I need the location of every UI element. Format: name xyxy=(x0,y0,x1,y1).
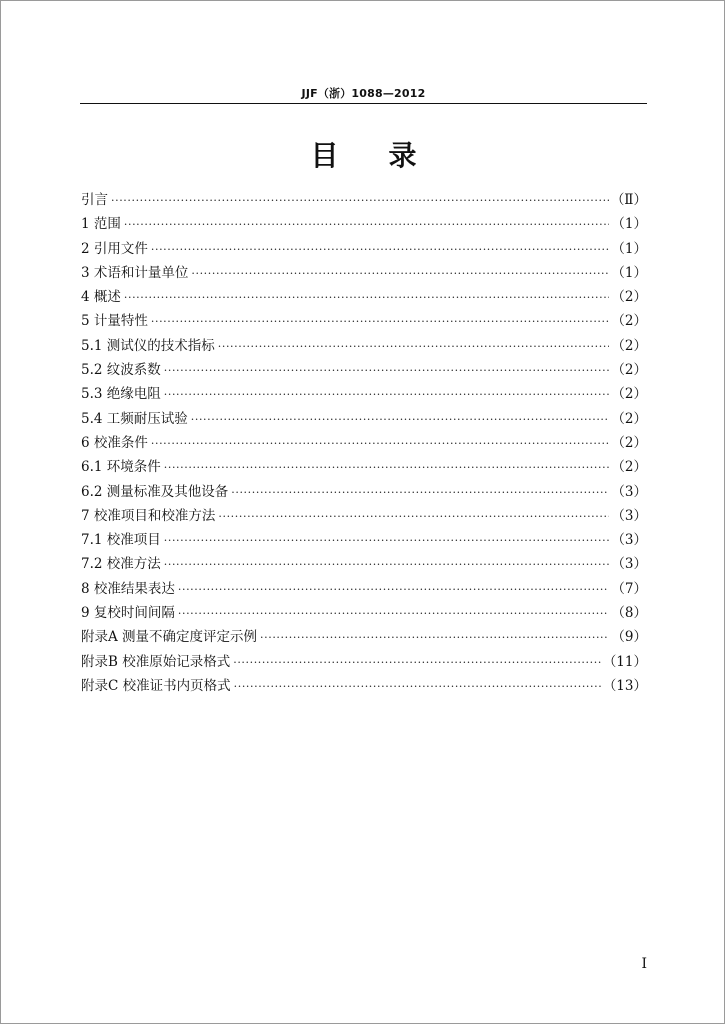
toc-entry-page: （7） xyxy=(611,580,647,597)
toc-entry[interactable] xyxy=(81,261,647,285)
toc-entry[interactable] xyxy=(81,431,647,455)
toc-leader-dots xyxy=(233,651,601,675)
toc-leader-dots xyxy=(178,602,610,626)
toc-entry-label: 5 计量特性 xyxy=(81,313,148,330)
toc-entry-label: 6 校准条件 xyxy=(81,434,148,451)
toc-entry-page: （3） xyxy=(611,556,647,573)
toc-entry-label: 9 复校时间间隔 xyxy=(81,605,175,622)
toc-entry[interactable] xyxy=(81,504,647,528)
toc-entry[interactable] xyxy=(81,382,647,406)
toc-entry-page: （Ⅱ） xyxy=(610,192,647,208)
toc-entry[interactable] xyxy=(81,528,647,552)
toc-entry[interactable] xyxy=(81,237,647,261)
toc-entry-label: 7.1 校准项目 xyxy=(81,532,161,549)
toc-leader-dots xyxy=(124,286,610,310)
toc-entry-label: 7 校准项目和校准方法 xyxy=(81,507,216,524)
toc-entry-page: （9） xyxy=(611,629,647,646)
toc-entry-label: 1 范围 xyxy=(81,216,121,233)
header-rule xyxy=(80,103,647,104)
toc-entry-label: 5.1 测试仪的技术指标 xyxy=(81,337,215,354)
toc-entry-page: （1） xyxy=(611,264,647,281)
toc-entry-label: 5.3 绝缘电阻 xyxy=(81,386,161,403)
toc-entry[interactable] xyxy=(81,358,647,382)
toc-entry-page: （13） xyxy=(602,677,647,694)
toc-entry-label: 附录A 测量不确定度评定示例 xyxy=(81,629,258,646)
toc-leader-dots xyxy=(218,335,610,359)
toc-entry[interactable] xyxy=(81,552,647,576)
toc-entry[interactable] xyxy=(81,674,647,698)
toc-entry-label: 5.4 工频耐压试验 xyxy=(81,410,188,427)
toc-entry-page: （11） xyxy=(602,653,647,670)
page-header: JJF（浙）1088—2012 xyxy=(301,87,426,100)
toc-leader-dots xyxy=(151,238,610,262)
toc-leader-dots xyxy=(164,529,610,553)
toc-leader-dots xyxy=(178,578,610,602)
toc-entry-label: 4 概述 xyxy=(81,289,121,306)
toc-entry[interactable] xyxy=(81,334,647,358)
toc-leader-dots xyxy=(231,481,609,505)
toc-entry[interactable] xyxy=(81,455,647,479)
page-title: 目录 xyxy=(310,139,467,172)
toc-entry[interactable] xyxy=(81,212,647,236)
toc-entry-page: （1） xyxy=(611,240,647,257)
toc-entry-page: （2） xyxy=(611,434,647,451)
toc-entry-page: （2） xyxy=(611,313,647,330)
toc-entry-page: （3） xyxy=(611,507,647,524)
toc-entry-page: （2） xyxy=(611,410,647,427)
toc-entry[interactable] xyxy=(81,188,647,212)
toc-entry[interactable] xyxy=(81,480,647,504)
toc-entry[interactable] xyxy=(81,577,647,601)
toc-entry-label: 5.2 纹波系数 xyxy=(81,362,161,379)
toc-entry-label: 附录B 校准原始记录格式 xyxy=(81,653,231,670)
toc-entry-page: （8） xyxy=(611,605,647,622)
toc-leader-dots xyxy=(191,262,609,286)
page-number: I xyxy=(641,956,647,972)
toc-leader-dots xyxy=(164,553,610,577)
toc-entry-label: 6.2 测量标准及其他设备 xyxy=(81,483,229,500)
toc-entry-label: 7.2 校准方法 xyxy=(81,556,161,573)
toc-entry[interactable] xyxy=(81,601,647,625)
toc-leader-dots xyxy=(111,189,609,213)
toc-entry-page: （2） xyxy=(611,289,647,306)
toc-leader-dots xyxy=(151,432,610,456)
toc-leader-dots xyxy=(164,456,610,480)
toc-entry[interactable] xyxy=(81,625,647,649)
toc-entry-label: 6.1 环境条件 xyxy=(81,459,161,476)
toc-leader-dots xyxy=(218,505,609,529)
toc-leader-dots xyxy=(164,359,610,383)
toc-entry-label: 2 引用文件 xyxy=(81,240,148,257)
toc-entry-page: （3） xyxy=(611,483,647,500)
toc-leader-dots xyxy=(124,213,610,237)
toc-leader-dots xyxy=(191,408,610,432)
toc-entry-page: （2） xyxy=(611,362,647,379)
toc-entry[interactable] xyxy=(81,285,647,309)
toc-entry-label: 3 术语和计量单位 xyxy=(81,264,189,281)
toc-entry[interactable] xyxy=(81,309,647,333)
toc-entry-page: （2） xyxy=(611,386,647,403)
toc-entry[interactable] xyxy=(81,650,647,674)
toc-leader-dots xyxy=(260,626,609,650)
toc-entry-label: 附录C 校准证书内页格式 xyxy=(81,677,231,694)
toc-leader-dots xyxy=(151,310,610,334)
toc-leader-dots xyxy=(234,675,601,699)
toc-entry-page: （3） xyxy=(611,532,647,549)
toc-entry[interactable] xyxy=(81,407,647,431)
toc-entry-label: 8 校准结果表达 xyxy=(81,580,175,597)
toc-entry-label: 引言 xyxy=(81,192,108,208)
toc-entry-page: （1） xyxy=(611,216,647,233)
toc-entry-page: （2） xyxy=(611,459,647,476)
toc-leader-dots xyxy=(164,383,610,407)
table-of-contents xyxy=(81,188,647,698)
toc-entry-page: （2） xyxy=(611,337,647,354)
